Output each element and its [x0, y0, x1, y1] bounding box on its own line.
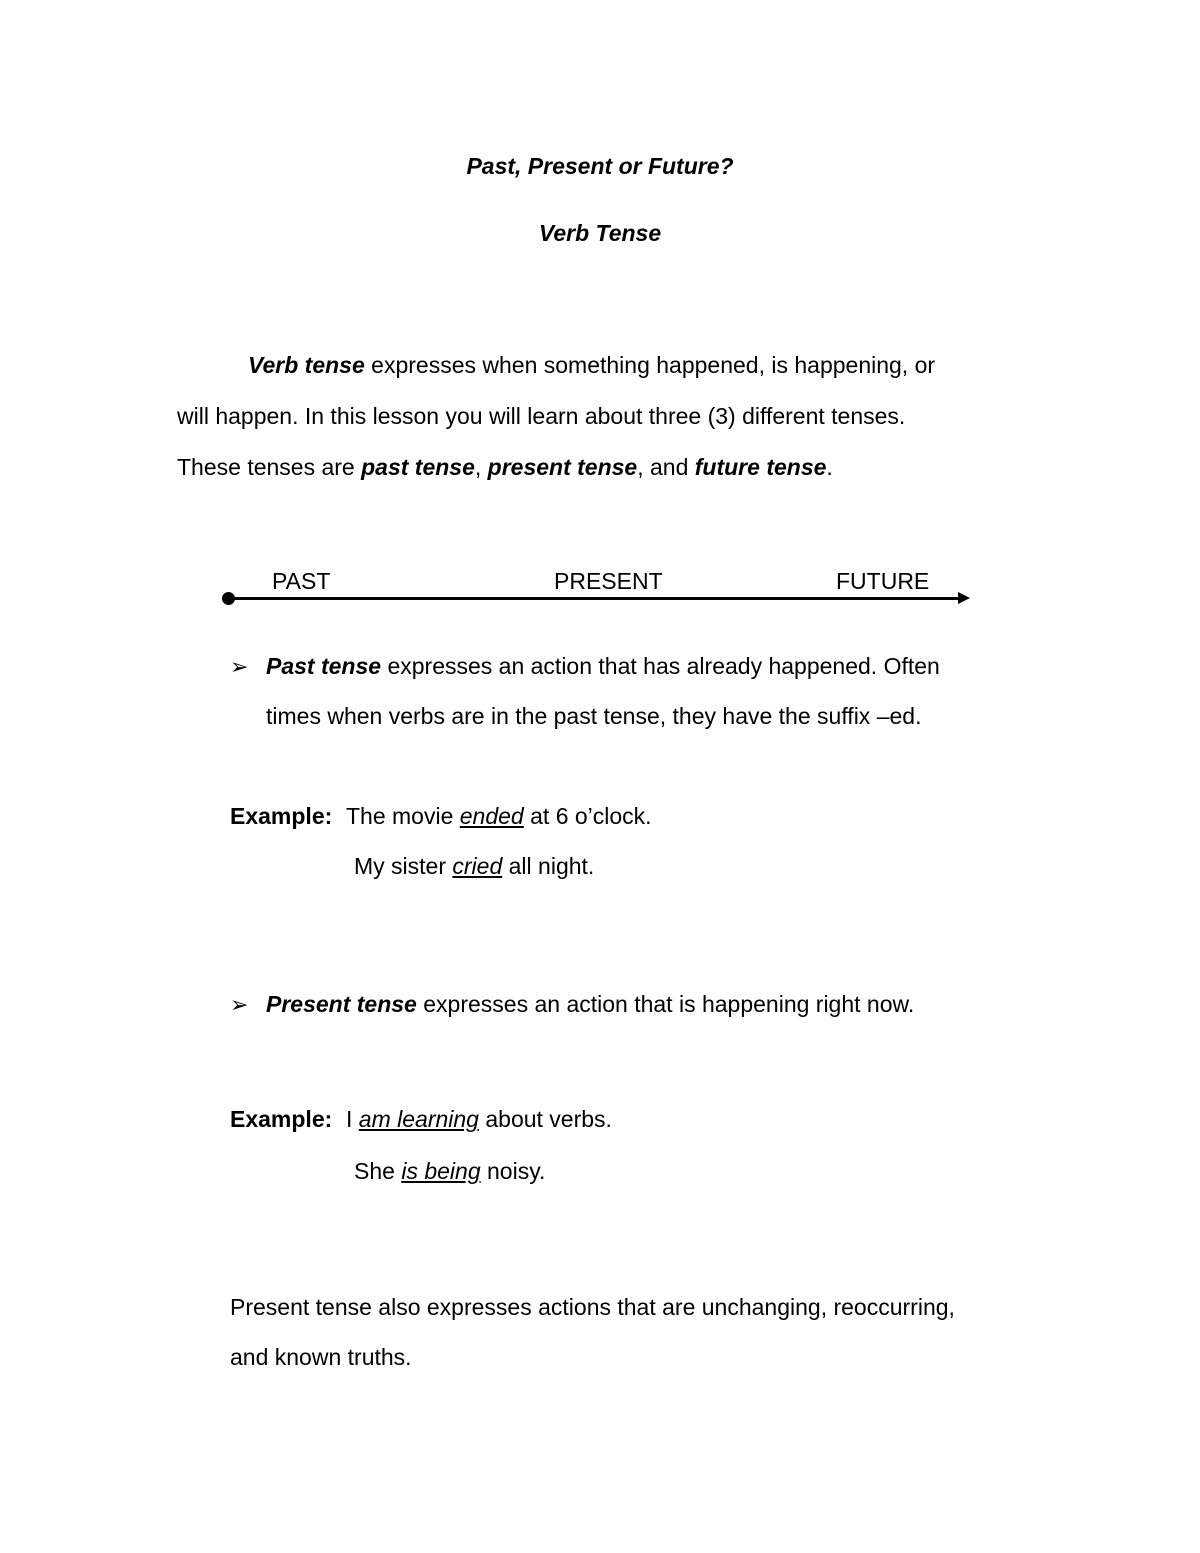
present-example-label: Example: — [230, 1106, 333, 1132]
past-term: Past tense — [266, 653, 382, 679]
past-example-2 — [354, 855, 594, 878]
present-line-1-text: expresses an action that is happening right now. — [416, 991, 915, 1017]
present-example-2-verb: is being — [401, 1158, 481, 1184]
past-example-1-post: at 6 o’clock. — [523, 803, 652, 829]
intro-comma: , — [474, 454, 488, 480]
present-example-1-post: about verbs. — [478, 1106, 612, 1132]
past-example-2-post: all night. — [502, 853, 595, 879]
intro-line-1-text: expresses when something happened, is happening, or — [364, 352, 936, 378]
past-example-1-pre: The movie — [346, 803, 460, 829]
timeline-arrow-icon — [958, 592, 970, 604]
past-line-1-text: expresses an action that has already happened. Often — [381, 653, 940, 679]
intro-tense-past: past tense — [361, 454, 475, 480]
intro-line-1 — [248, 354, 935, 377]
past-line-2: times when verbs are in the past tense, they have the suffix –ed. — [266, 703, 922, 729]
past-example-label: Example: — [230, 803, 333, 829]
intro-line-3-start: These tenses are — [177, 454, 362, 480]
present-example-1 — [346, 1108, 612, 1131]
past-example-2-verb: cried — [452, 853, 503, 879]
intro-and: , and — [637, 454, 695, 480]
past-example-1 — [346, 805, 652, 828]
timeline-start-dot — [222, 592, 235, 605]
present-note-line-2: and known truths. — [230, 1344, 412, 1370]
timeline-label-past: PAST — [272, 568, 331, 594]
intro-line-3 — [177, 456, 833, 479]
intro-term: Verb tense — [248, 352, 365, 378]
present-example-1-verb: am learning — [358, 1106, 479, 1132]
timeline-label-future: FUTURE — [836, 568, 930, 594]
intro-period: . — [826, 454, 833, 480]
present-term: Present tense — [266, 991, 417, 1017]
bullet-arrow-icon: ➢ — [230, 654, 249, 679]
present-example-1-pre: I — [346, 1106, 359, 1132]
intro-tense-future: future tense — [694, 454, 827, 480]
present-example-2 — [354, 1160, 545, 1183]
intro-line-2: will happen. In this lesson you will learn about three (3) different tenses. — [177, 403, 906, 429]
document-subtitle: Verb Tense — [538, 220, 662, 246]
past-line-1 — [266, 655, 940, 678]
present-example-2-pre: She — [354, 1158, 402, 1184]
bullet-arrow-icon: ➢ — [230, 992, 249, 1017]
timeline-label-present: PRESENT — [554, 568, 663, 594]
intro-tense-present: present tense — [487, 454, 638, 480]
timeline-line — [228, 597, 962, 600]
present-line-1 — [266, 993, 914, 1016]
past-example-2-pre: My sister — [354, 853, 453, 879]
past-example-1-verb: ended — [459, 803, 524, 829]
present-note-line-1: Present tense also expresses actions that are unchanging, reoccurring, — [230, 1294, 955, 1320]
document-title: Past, Present or Future? — [466, 153, 734, 179]
present-example-2-post: noisy. — [480, 1158, 546, 1184]
